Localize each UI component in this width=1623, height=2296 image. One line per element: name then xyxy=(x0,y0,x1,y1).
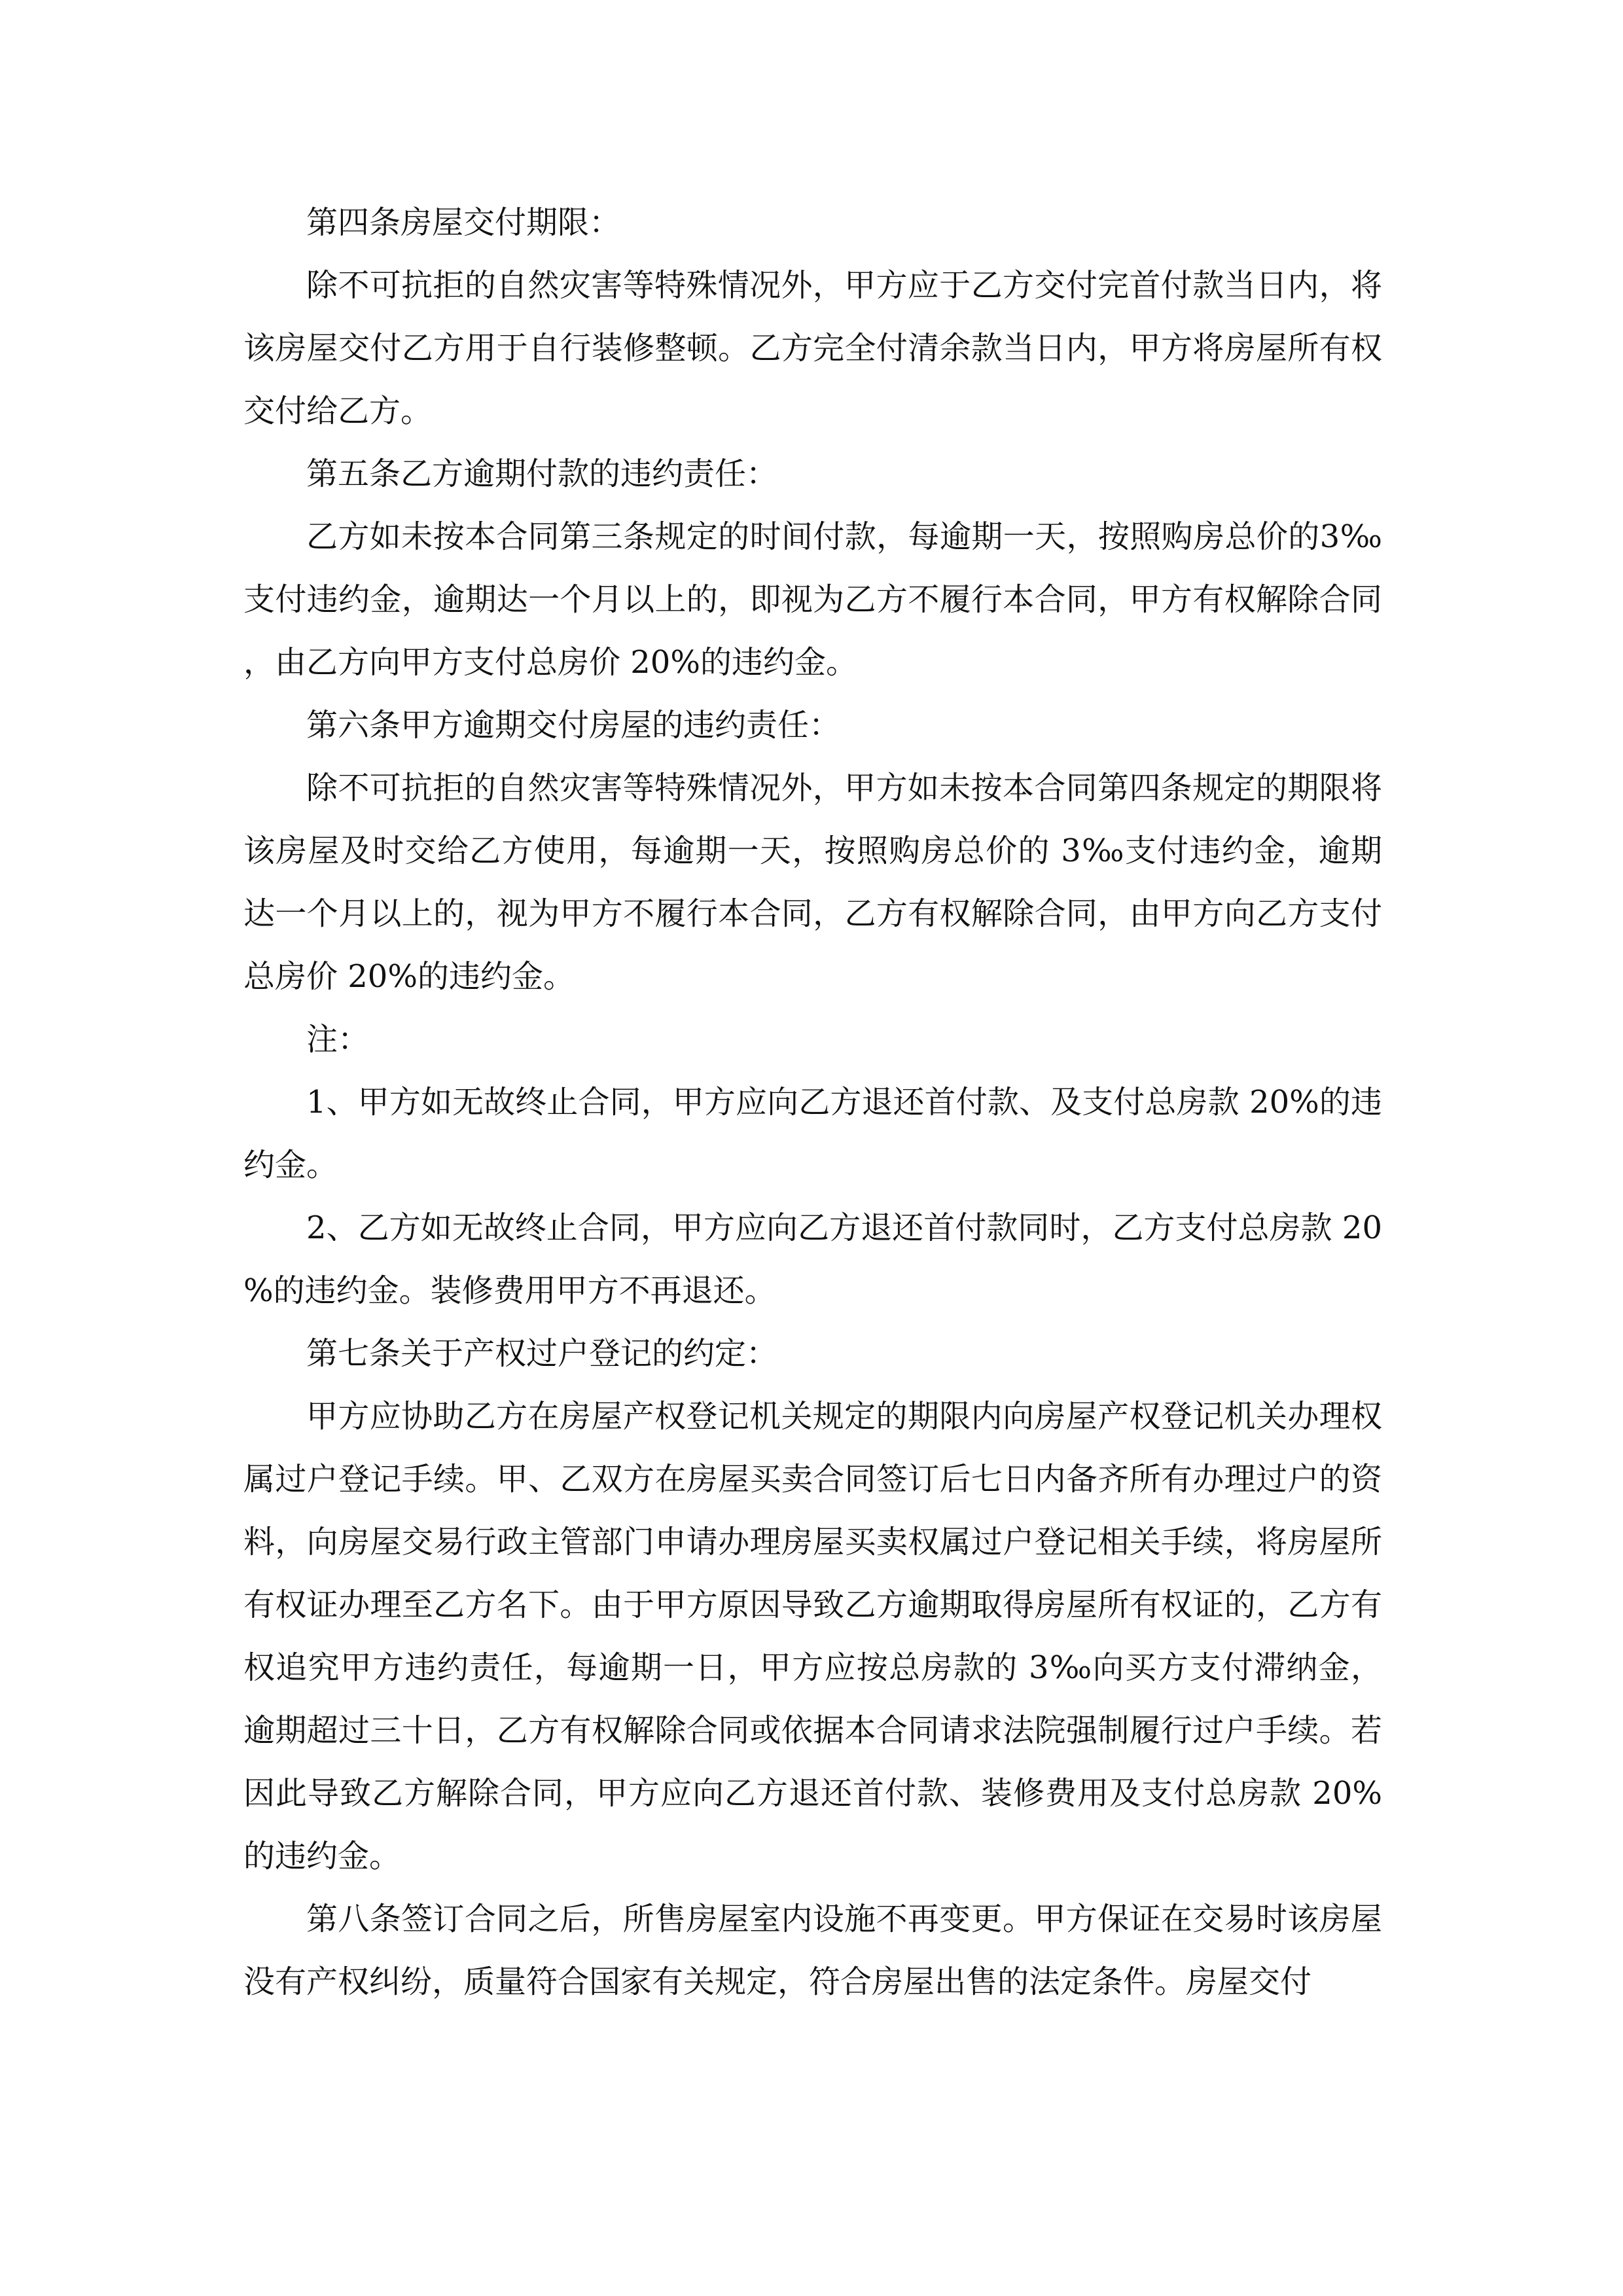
document-body xyxy=(243,191,1382,2013)
clause-7-text: 甲方应协助乙方在房屋产权登记机关规定的期限内向房屋产权登记机关办理权属过户登记手续。甲、乙双方在房屋买卖合同签订后七日内备齐所有办理过户的资料，向房屋交易行政主管部门申请办理房屋买卖权属过户登记相关手续，将房屋所有权证办理至乙方名下。由于甲方原因导致乙方逾期取得房屋所有权证的，乙方有权追究甲方违约责任，每逾期一日，甲方应按总房款的 3‰向买方支付滞纳金，逾期超过三十日，乙方有权解除合同或依据本合同请求法院强制履行过户手续。若因此导致乙方解除合同，甲方应向乙方退还首付款、装修费用及支付总房款 20%的违约金。 xyxy=(243,1398,1382,1874)
note-item-1: 1、甲方如无故终止合同，甲方应向乙方退还首付款、及支付总房款 20%的违约金。 xyxy=(243,1084,1382,1183)
clause-7-heading: 第七条关于产权过户登记的约定： xyxy=(306,1335,778,1372)
clause-6-text: 除不可抗拒的自然灾害等特殊情况外，甲方如未按本合同第四条规定的期限将该房屋及时交给乙方使用，每逾期一天，按照购房总价的 3‰支付违约金，逾期达一个月以上的，视为甲方不履行本合同，乙方有权解除合同，由甲方向乙方支付总房价 20%的违约金。 xyxy=(243,770,1382,995)
clause-5-text: 乙方如未按本合同第三条规定的时间付款，每逾期一天，按照购房总价的3‰支付违约金，逾期达一个月以上的，即视为乙方不履行本合同，甲方有权解除合同，由乙方向甲方支付总房价 20%的违约金。 xyxy=(243,518,1382,681)
clause-4-text: 除不可抗拒的自然灾害等特殊情况外，甲方应于乙方交付完首付款当日内，将该房屋交付乙方用于自行装修整顿。乙方完全付清余款当日内，甲方将房屋所有权交付给乙方。 xyxy=(243,267,1382,429)
note-item-2: 2、乙方如无故终止合同，甲方应向乙方退还首付款同时，乙方支付总房款 20%的违约金。装修费用甲方不再退还。 xyxy=(243,1210,1382,1309)
note-heading: 注： xyxy=(306,1021,370,1058)
clause-4-heading: 第四条房屋交付期限： xyxy=(306,204,621,241)
clause-5-heading: 第五条乙方逾期付款的违约责任： xyxy=(306,456,778,492)
clause-6-heading: 第六条甲方逾期交付房屋的违约责任： xyxy=(306,707,841,744)
clause-8-text: 第八条签订合同之后，所售房屋室内设施不再变更。甲方保证在交易时该房屋没有产权纠纷，质量符合国家有关规定，符合房屋出售的法定条件。房屋交付 xyxy=(243,1901,1382,2000)
